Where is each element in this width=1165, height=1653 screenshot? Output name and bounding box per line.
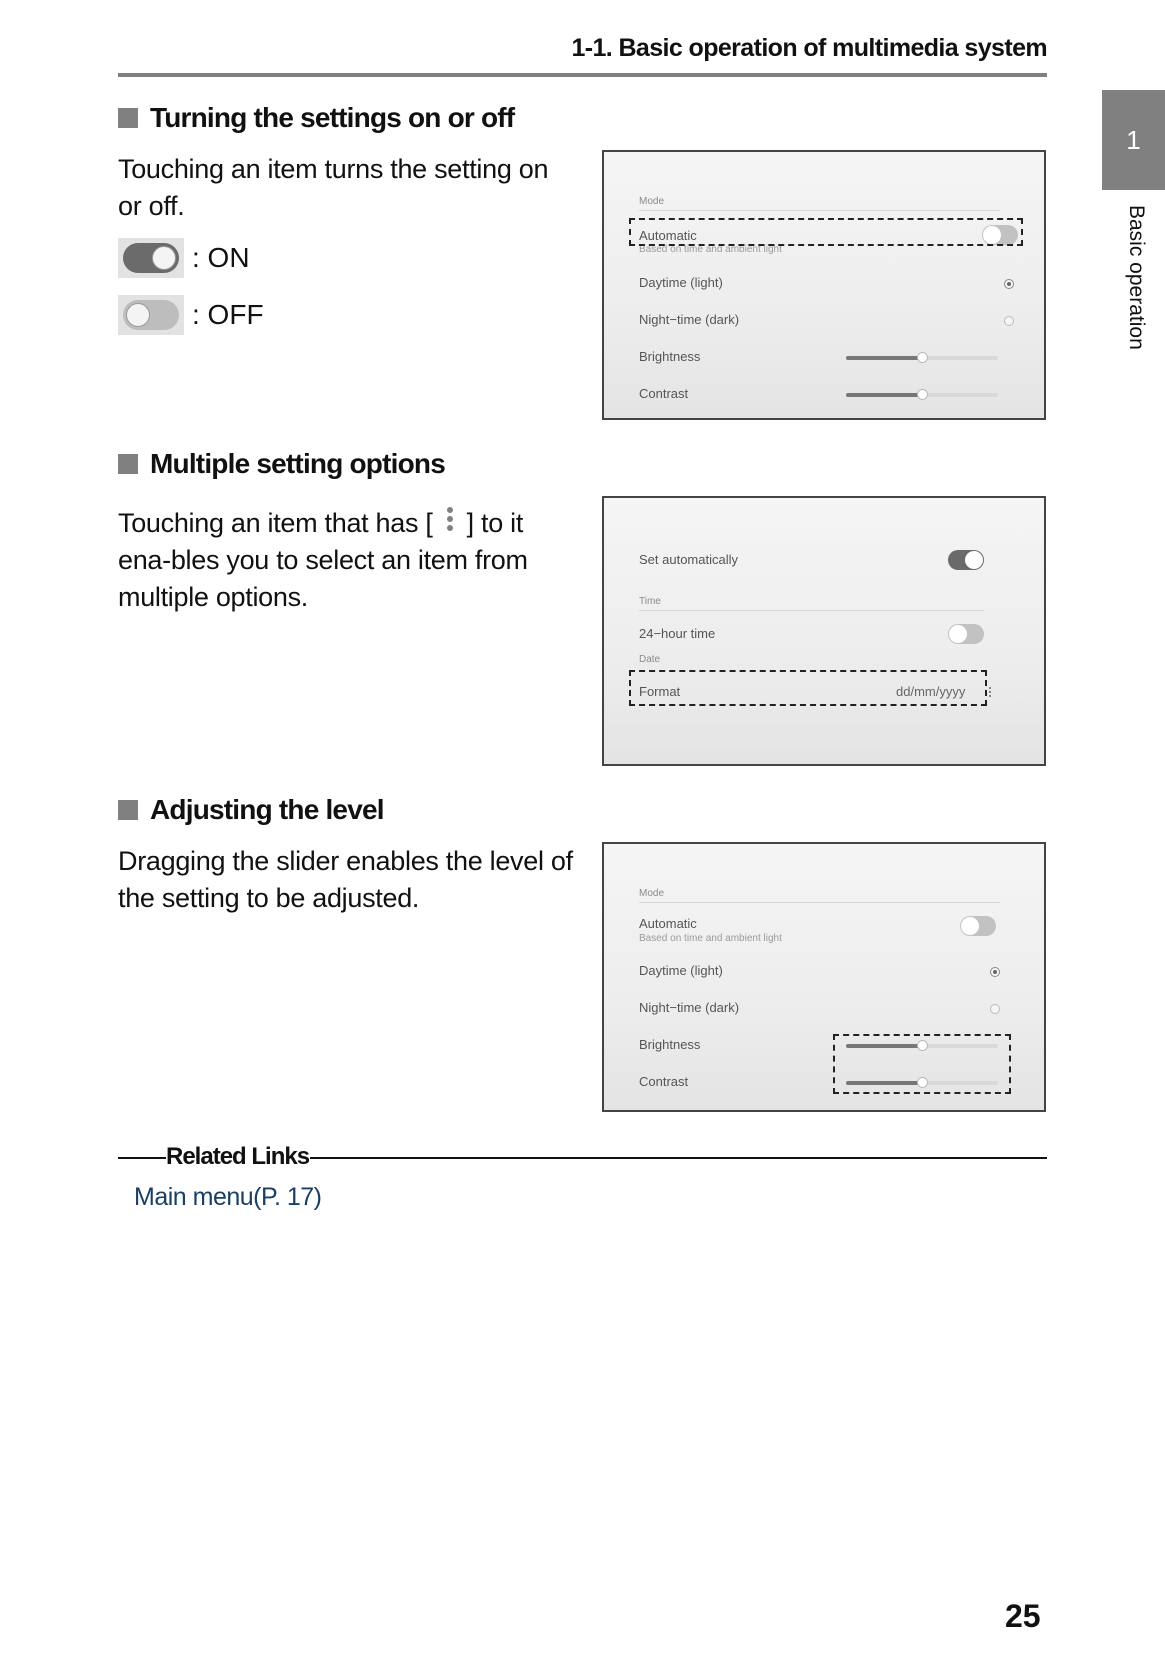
contrast-label: Contrast [639, 1074, 689, 1089]
brightness-label: Brightness [639, 349, 701, 364]
page-header-title: 1-1. Basic operation of multimedia system [571, 34, 1047, 62]
section-body-level: Dragging the slider enables the level of the setting to be adjusted. [118, 846, 573, 913]
set-automatically-label[interactable]: Set automatically [639, 552, 738, 567]
legend-off: : OFF [118, 295, 264, 335]
toggle-off-icon [118, 295, 184, 335]
24-hour-toggle[interactable] [948, 624, 984, 644]
divider [310, 1157, 1047, 1159]
brightness-label: Brightness [639, 1037, 701, 1052]
section-body-multiple: Touching an item that has [ ] to it ena-bles you to select an item from multiple options. [118, 508, 528, 612]
category-date: Date [639, 654, 661, 665]
kebab-menu-icon[interactable] [989, 687, 991, 697]
square-bullet-icon [118, 454, 138, 474]
nighttime-radio[interactable] [1004, 316, 1014, 326]
link-main-menu[interactable]: Main menu(P. 17) [134, 1183, 322, 1211]
section-heading-multiple: Multiple setting options [118, 448, 445, 480]
divider [639, 210, 1000, 211]
chapter-tab[interactable] [1102, 90, 1165, 190]
legend-on: : ON [118, 238, 250, 278]
screen-display-mode-slider [602, 842, 1046, 1112]
daytime-label[interactable]: Daytime (light) [639, 963, 723, 978]
highlight-frame [833, 1034, 1011, 1094]
divider [639, 610, 984, 611]
format-label[interactable]: Format [639, 684, 681, 699]
chapter-label-text: Basic operation [1125, 205, 1148, 350]
chapter-label [1100, 205, 1160, 385]
nighttime-radio[interactable] [990, 1004, 1000, 1014]
divider [118, 1157, 166, 1159]
daytime-label[interactable]: Daytime (light) [639, 275, 723, 290]
daytime-radio[interactable] [990, 967, 1000, 977]
automatic-label[interactable]: Automatic [639, 916, 697, 931]
automatic-sublabel: Based on time and ambient light [639, 244, 782, 255]
kebab-menu-icon [447, 507, 453, 531]
slider-thumb[interactable] [917, 352, 928, 363]
related-links-label: Related Links [166, 1143, 310, 1170]
category-time: Time [639, 596, 661, 607]
contrast-slider[interactable] [846, 393, 998, 397]
contrast-label: Contrast [639, 386, 689, 401]
automatic-toggle[interactable] [960, 916, 996, 936]
slider-thumb[interactable] [917, 389, 928, 400]
toggle-on-icon [118, 238, 184, 278]
chapter-number: 1 [1126, 124, 1141, 155]
section-heading-on-off: Turning the settings on or off [118, 102, 514, 134]
section-body-on-off: Touching an item turns the setting on or off. [118, 154, 549, 221]
highlight-frame [629, 218, 1023, 246]
screen-display-mode-toggle [602, 150, 1046, 420]
category-mode: Mode [639, 196, 665, 207]
square-bullet-icon [118, 108, 138, 128]
page-number: 25 [1005, 1598, 1041, 1634]
section-heading-level: Adjusting the level [118, 794, 384, 826]
automatic-label[interactable]: Automatic [639, 228, 697, 243]
divider [639, 902, 1000, 903]
category-mode: Mode [639, 888, 665, 899]
highlight-frame [629, 670, 987, 706]
set-automatically-toggle[interactable] [948, 550, 984, 570]
nighttime-label[interactable]: Night−time (dark) [639, 312, 740, 327]
daytime-radio[interactable] [1004, 279, 1014, 289]
nighttime-label[interactable]: Night−time (dark) [639, 1000, 740, 1015]
24-hour-label[interactable]: 24−hour time [639, 626, 716, 641]
format-value: dd/mm/yyyy [896, 684, 966, 699]
square-bullet-icon [118, 800, 138, 820]
header-divider [118, 73, 1047, 77]
related-links-header [118, 1145, 1047, 1171]
screen-clock-settings [602, 496, 1046, 766]
automatic-sublabel: Based on time and ambient light [639, 933, 782, 944]
brightness-slider[interactable] [846, 356, 998, 360]
